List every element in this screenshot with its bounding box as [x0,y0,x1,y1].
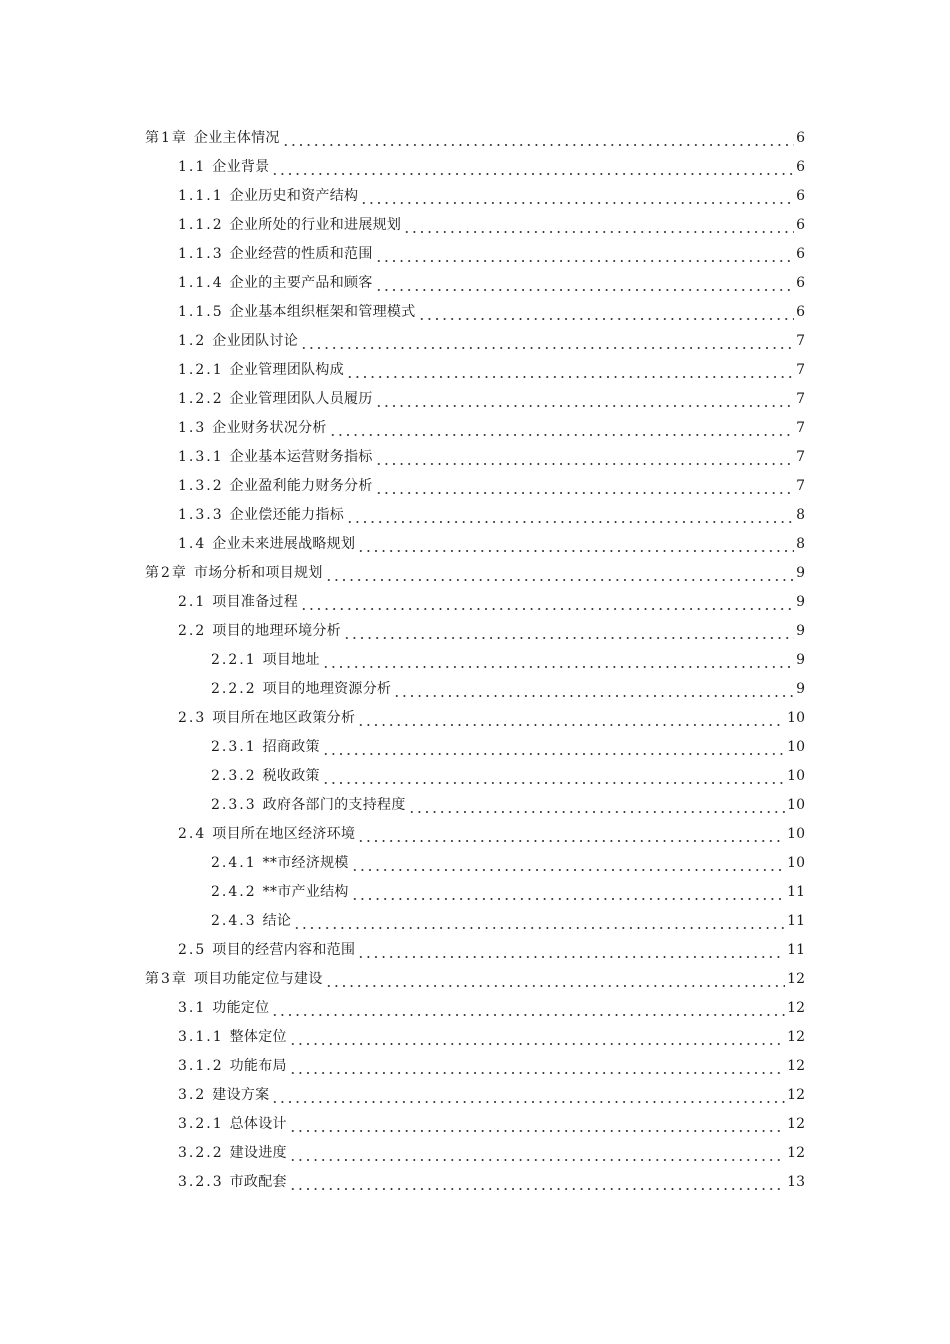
toc-entry-number: 1.1.5 [178,304,224,320]
toc-entry-page-number: 9 [796,623,805,639]
toc-entry[interactable] [0,298,950,327]
toc-entry-title: 企业管理团队人员履历 [229,391,373,407]
dot-leader [375,277,794,291]
toc-entry-number: 1.2.1 [178,362,224,378]
dot-leader [322,741,785,755]
toc-entry-text [178,1168,287,1197]
toc-entry-title: 企业基本运营财务指标 [229,449,373,465]
toc-entry-title: 企业财务状况分析 [212,420,327,436]
table-of-contents [0,124,950,1197]
toc-entry-number: 2.1 [178,594,207,610]
dot-leader [300,335,794,349]
toc-entry-number: 2.2.1 [211,652,257,668]
toc-entry-title: **市产业结构 [262,884,349,900]
dot-leader [293,915,785,929]
toc-entry-page-number: 7 [796,420,805,436]
toc-entry-page-number: 10 [787,739,805,755]
dot-leader [351,857,785,871]
toc-entry-title: 建设方案 [212,1087,270,1103]
toc-entry-page-number: 11 [787,942,805,958]
dot-leader [375,393,794,407]
toc-entry-text [178,588,298,617]
toc-entry[interactable] [0,646,950,675]
toc-entry-title: 企业经营的性质和范围 [229,246,373,262]
toc-entry[interactable] [0,1110,950,1139]
toc-entry-title: 企业管理团队构成 [229,362,345,378]
toc-entry-number: 2.2 [178,623,207,639]
toc-entry-title: 项目功能定位与建设 [193,971,323,987]
toc-entry-title: 企业背景 [212,159,270,175]
toc-entry-text [178,443,373,472]
toc-entry-page-number: 7 [796,362,805,378]
dot-leader [289,1060,785,1074]
toc-entry-text [178,501,344,530]
toc-entry-page-number: 10 [787,855,805,871]
toc-entry[interactable] [0,733,950,762]
toc-entry-page-number: 12 [787,1029,805,1045]
toc-entry-number: 3.1.2 [178,1058,224,1074]
toc-entry-number: 2.3.3 [211,797,257,813]
dot-leader [329,422,794,436]
toc-entry[interactable] [0,849,950,878]
toc-entry-page-number: 12 [787,1000,805,1016]
toc-entry-number: 1.1.2 [178,217,224,233]
toc-entry-page-number: 6 [796,217,805,233]
dot-leader [346,364,794,378]
toc-entry-number: 第2章 [145,565,188,581]
toc-entry-number: 1.1 [178,159,207,175]
toc-entry-number: 1.3.1 [178,449,224,465]
dot-leader [357,538,794,552]
dot-leader [357,712,785,726]
toc-entry[interactable] [0,791,950,820]
toc-entry-text [145,559,323,588]
toc-entry[interactable] [0,907,950,936]
dot-leader [418,306,795,320]
toc-entry-text [145,124,280,153]
toc-entry[interactable] [0,1139,950,1168]
toc-entry-title: 企业所处的行业和进展规划 [229,217,402,233]
dot-leader [393,683,794,697]
toc-entry-number: 1.2 [178,333,207,349]
toc-entry-text [178,1139,287,1168]
toc-entry-text [178,1110,287,1139]
toc-entry-title: 项目地址 [262,652,320,668]
toc-entry-text [178,472,373,501]
toc-entry[interactable] [0,1023,950,1052]
toc-entry-title: 税收政策 [262,768,320,784]
toc-entry[interactable] [0,472,950,501]
dot-leader [289,1118,785,1132]
toc-entry-text [178,211,401,240]
toc-entry-number: 2.2.2 [211,681,257,697]
toc-entry-page-number: 7 [796,391,805,407]
toc-entry-number: 3.2.1 [178,1116,224,1132]
toc-entry-number: 3.2.2 [178,1145,224,1161]
toc-entry[interactable] [0,617,950,646]
dot-leader [357,944,785,958]
toc-entry-title: 功能定位 [212,1000,270,1016]
toc-entry-title: 项目的地理资源分析 [262,681,392,697]
toc-entry[interactable] [0,588,950,617]
toc-entry-title: 总体设计 [229,1116,287,1132]
dot-leader [289,1031,785,1045]
toc-entry-text [178,704,355,733]
toc-entry-page-number: 9 [796,594,805,610]
dot-leader [357,828,785,842]
toc-entry-text [178,1023,287,1052]
toc-entry-number: 1.3 [178,420,207,436]
toc-entry[interactable] [0,153,950,182]
toc-entry-title: 建设进度 [229,1145,287,1161]
toc-entry[interactable] [0,965,950,994]
toc-entry-title: 项目所在地区政策分析 [212,710,356,726]
toc-entry[interactable] [0,1081,950,1110]
toc-entry[interactable] [0,878,950,907]
toc-entry-number: 3.2.3 [178,1174,224,1190]
toc-entry-text [211,646,320,675]
dot-leader [325,973,786,987]
toc-entry-number: 3.1 [178,1000,207,1016]
toc-entry-text [178,617,341,646]
toc-entry-text [211,791,406,820]
toc-entry-title: **市经济规模 [262,855,349,871]
toc-entry-text [211,762,320,791]
toc-entry-page-number: 9 [796,681,805,697]
toc-entry-text [178,182,358,211]
dot-leader [271,161,794,175]
toc-entry-text [178,356,344,385]
dot-leader [343,625,794,639]
dot-leader [375,480,794,494]
toc-entry-text [211,907,291,936]
toc-entry[interactable] [0,762,950,791]
toc-entry-page-number: 12 [787,1058,805,1074]
toc-entry-number: 第1章 [145,130,188,146]
toc-entry-page-number: 10 [787,768,805,784]
dot-leader [403,219,794,233]
toc-entry[interactable] [0,269,950,298]
toc-entry[interactable] [0,443,950,472]
toc-entry-number: 1.1.3 [178,246,224,262]
toc-entry[interactable] [0,501,950,530]
toc-entry-text [178,530,355,559]
toc-entry-title: 政府各部门的支持程度 [262,797,406,813]
toc-entry[interactable] [0,414,950,443]
toc-entry-title: 项目准备过程 [212,594,299,610]
toc-entry-page-number: 10 [787,797,805,813]
toc-entry-page-number: 6 [796,304,805,320]
toc-entry-text [178,1081,269,1110]
dot-leader [289,1147,785,1161]
toc-entry-title: 企业基本组织框架和管理模式 [229,304,416,320]
toc-entry-page-number: 6 [796,275,805,291]
toc-entry-number: 2.5 [178,942,207,958]
toc-entry-text [211,733,320,762]
toc-entry-title: 企业的主要产品和顾客 [229,275,373,291]
toc-entry-text [145,965,323,994]
toc-entry-page-number: 6 [796,246,805,262]
toc-entry-number: 1.1.4 [178,275,224,291]
dot-leader [322,654,794,668]
toc-entry-number: 3.1.1 [178,1029,224,1045]
toc-entry-title: 企业历史和资产结构 [229,188,359,204]
dot-leader [325,567,794,581]
toc-entry-text [178,385,373,414]
toc-entry-page-number: 6 [796,188,805,204]
toc-entry-text [178,298,416,327]
toc-entry-title: 招商政策 [262,739,320,755]
toc-entry[interactable] [0,182,950,211]
toc-entry[interactable] [0,936,950,965]
toc-entry-number: 1.1.1 [178,188,224,204]
toc-entry[interactable] [0,327,950,356]
toc-entry[interactable] [0,240,950,269]
toc-entry-page-number: 8 [796,536,805,552]
toc-entry-text [178,240,373,269]
toc-entry-page-number: 7 [796,449,805,465]
dot-leader [289,1176,785,1190]
toc-entry-number: 第3章 [145,971,188,987]
toc-entry-title: 市场分析和项目规划 [193,565,323,581]
toc-entry[interactable] [0,356,950,385]
toc-entry-title: 项目的经营内容和范围 [212,942,356,958]
toc-entry-page-number: 13 [787,1174,805,1190]
toc-entry-page-number: 12 [787,971,805,987]
toc-entry-title: 市政配套 [229,1174,287,1190]
toc-entry-number: 2.4.1 [211,855,257,871]
dot-leader [282,132,794,146]
toc-entry-number: 1.3.3 [178,507,224,523]
toc-entry-text [178,153,269,182]
dot-leader [300,596,794,610]
toc-entry-title: 项目所在地区经济环境 [212,826,356,842]
toc-entry-title: 结论 [262,913,292,929]
toc-entry-text [178,327,298,356]
toc-entry-text [178,269,373,298]
toc-entry[interactable] [0,994,950,1023]
toc-entry-page-number: 11 [787,884,805,900]
toc-entry-number: 2.3.1 [211,739,257,755]
dot-leader [346,509,794,523]
toc-entry[interactable] [0,559,950,588]
dot-leader [271,1002,785,1016]
toc-entry[interactable] [0,704,950,733]
toc-entry-number: 3.2 [178,1087,207,1103]
toc-entry[interactable] [0,1052,950,1081]
toc-entry-text [211,675,391,704]
toc-entry[interactable] [0,675,950,704]
toc-entry[interactable] [0,124,950,153]
toc-entry-page-number: 9 [796,652,805,668]
dot-leader [322,770,785,784]
toc-entry-page-number: 6 [796,159,805,175]
toc-entry-number: 1.2.2 [178,391,224,407]
toc-entry-text [178,414,327,443]
toc-entry[interactable] [0,530,950,559]
toc-entry-title: 企业偿还能力指标 [229,507,345,523]
toc-entry[interactable] [0,385,950,414]
dot-leader [375,248,794,262]
toc-entry-title: 整体定位 [229,1029,287,1045]
toc-entry-page-number: 12 [787,1145,805,1161]
toc-entry-number: 2.3 [178,710,207,726]
toc-entry-page-number: 12 [787,1087,805,1103]
toc-entry-page-number: 9 [796,565,805,581]
toc-entry-number: 1.4 [178,536,207,552]
toc-entry-number: 2.3.2 [211,768,257,784]
dot-leader [351,886,785,900]
toc-entry-page-number: 8 [796,507,805,523]
toc-entry-number: 1.3.2 [178,478,224,494]
dot-leader [360,190,794,204]
toc-entry-page-number: 6 [796,130,805,146]
toc-entry-text [178,1052,287,1081]
toc-entry-page-number: 11 [787,913,805,929]
toc-entry-number: 2.4 [178,826,207,842]
toc-entry-text [211,878,349,907]
toc-entry-title: 企业团队讨论 [212,333,299,349]
toc-entry-number: 2.4.3 [211,913,257,929]
toc-entry-title: 功能布局 [229,1058,287,1074]
toc-entry-page-number: 7 [796,333,805,349]
toc-entry-title: 企业主体情况 [193,130,280,146]
toc-entry-page-number: 10 [787,826,805,842]
toc-entry-text [178,994,269,1023]
toc-entry-text [211,849,349,878]
toc-entry-title: 企业未来进展战略规划 [212,536,356,552]
toc-entry-title: 企业盈利能力财务分析 [229,478,373,494]
toc-entry-page-number: 7 [796,478,805,494]
toc-entry-title: 项目的地理环境分析 [212,623,341,639]
toc-entry-page-number: 12 [787,1116,805,1132]
toc-entry[interactable] [0,211,950,240]
dot-leader [375,451,794,465]
toc-entry-text [178,820,355,849]
toc-entry[interactable] [0,820,950,849]
toc-entry-number: 2.4.2 [211,884,257,900]
toc-entry[interactable] [0,1168,950,1197]
toc-entry-text [178,936,355,965]
dot-leader [271,1089,785,1103]
toc-entry-page-number: 10 [787,710,805,726]
dot-leader [408,799,786,813]
